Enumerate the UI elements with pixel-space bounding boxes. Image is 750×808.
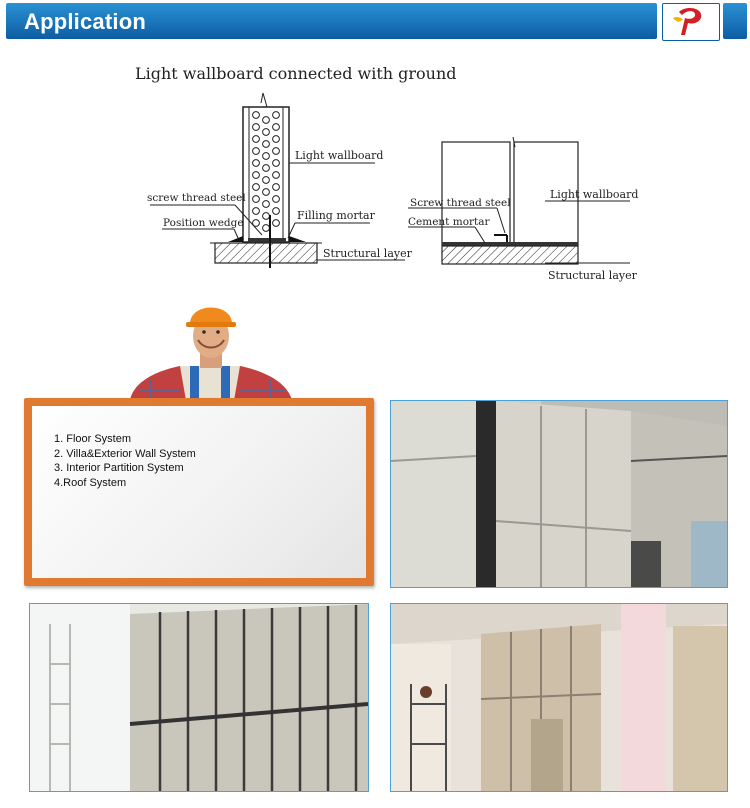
label-light-wallboard-right: Light wallboard [550,188,639,201]
list-item: 4.Roof System [54,476,127,489]
header [0,0,750,42]
application-list [54,432,196,490]
label-light-wallboard-left: Light wallboard [295,149,384,162]
header-end-tab [723,3,747,39]
board-frame [24,398,374,586]
wall-panel-installation-photo-1 [390,400,728,588]
label-position-wedge: Position wedge [163,217,244,229]
left-wallboard-section [147,93,413,268]
label-structural-layer-right: Structural layer [548,269,637,282]
connection-diagram [130,55,640,295]
list-item: 3. Interior Partition System [54,462,184,474]
label-screw-thread-steel-left: screw thread steel [147,192,246,204]
label-structural-layer-left: Structural layer [323,247,412,260]
wall-panel-installation-photo-2 [29,603,369,792]
wall-panel-installation-photo-3 [390,603,728,792]
red-bird-p-logo-icon [663,4,719,40]
list-item: 2. Villa&Exterior Wall System [54,447,196,460]
label-cement-mortar: Cement mortar [408,216,490,228]
info-board [24,398,374,586]
label-filling-mortar: Filling mortar [297,209,375,222]
section-title: Application [24,9,146,34]
board-surface [32,406,366,578]
right-wallboard-section [408,137,638,282]
diagram-title: Light wallboard connected with ground [135,64,457,83]
list-item: 1. Floor System [54,433,132,445]
label-screw-thread-steel-right: Screw thread steel [410,197,511,209]
header-bar [6,3,657,39]
logo [662,3,720,41]
